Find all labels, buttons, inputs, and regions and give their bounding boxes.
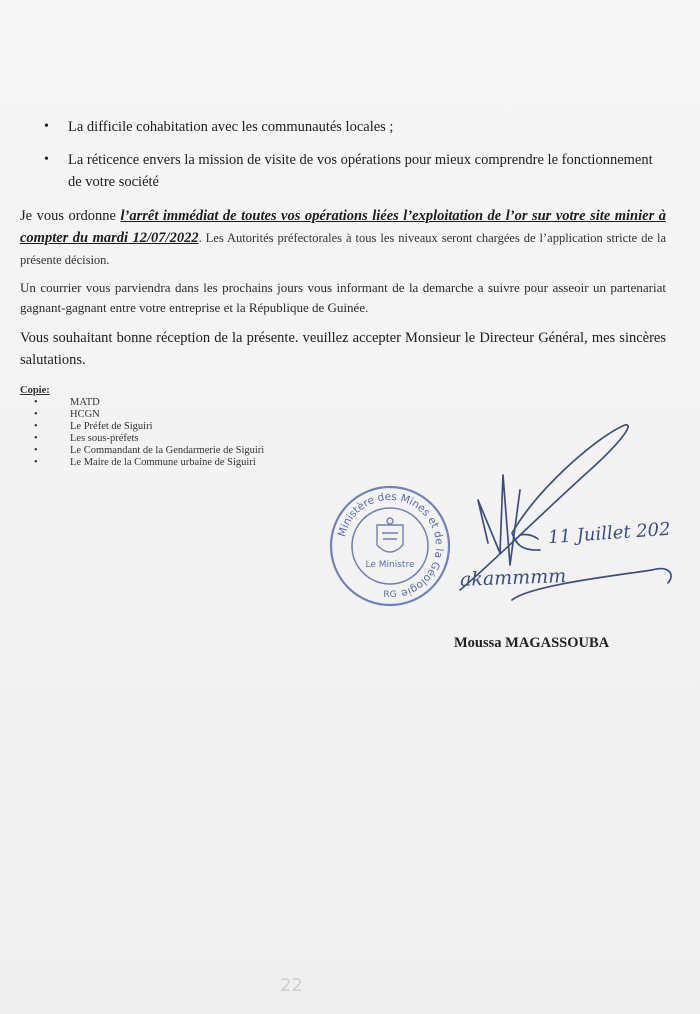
stamp-bottom-text: RG <box>383 590 397 600</box>
closing-paragraph: Vous souhaitant bonne réception de la présente. veuillez accepter Monsieur le Directeur Général, mes sincères salutations. <box>20 330 666 368</box>
copy-list-item: • Le Commandant de la Gendarmerie de Siguiri <box>34 445 265 456</box>
copy-list-title: Copie: <box>20 385 50 396</box>
bullet-text: La difficile cohabitation avec les communautés locales ; <box>68 119 394 135</box>
stamp-center-text: Le Ministre <box>365 560 415 570</box>
page-number: 22 <box>280 975 303 996</box>
bullet-text: La réticence envers la mission de visite de vos opérations pour mieux comprendre le fonctionnement de votre société <box>68 152 653 190</box>
coat-of-arms-icon <box>377 518 403 552</box>
copy-list-item: • Les sous-préfets <box>34 433 139 444</box>
signer-name: Moussa MAGASSOUBA <box>454 635 610 651</box>
bullet-dot: • <box>44 119 49 134</box>
copy-list-item: • Le Maire de la Commune urbaine de Siguiri <box>34 457 256 468</box>
signature-date: 11 Juillet 202 <box>547 518 672 549</box>
bullet-item <box>44 149 664 193</box>
partnership-paragraph: Un courrier vous parviendra dans les prochains jours vous informant de la demarche a suivre pour asseoir un partenariat gagnant-gagnant entre votre entreprise et la République de Guinée. <box>20 280 666 315</box>
copy-list-item: • HCGN <box>34 409 100 420</box>
signature-scribble: akammmm <box>459 565 567 591</box>
stamp-ring-text: Ministère des Mines et de la Géologie <box>335 490 446 600</box>
order-rest: . Les Autorités préfectorales à tous les niveaux seront chargées de l’application stricte de la présente décision. <box>20 231 666 267</box>
order-intro: Je vous ordonne <box>20 208 121 224</box>
bullet-item <box>44 116 664 138</box>
bullet-list <box>44 116 664 204</box>
order-statement: l’arrêt immédiat de toutes vos opérations liées l’exploitation de l’or sur votre site minier à compter du mardi 12/07/2022 <box>20 208 666 246</box>
bullet-dot: • <box>44 152 49 167</box>
copy-list <box>20 385 264 469</box>
copy-list-item: • Le Préfet de Siguiri <box>34 421 153 432</box>
copy-list-item: • MATD <box>34 397 100 408</box>
order-paragraph <box>20 205 666 271</box>
